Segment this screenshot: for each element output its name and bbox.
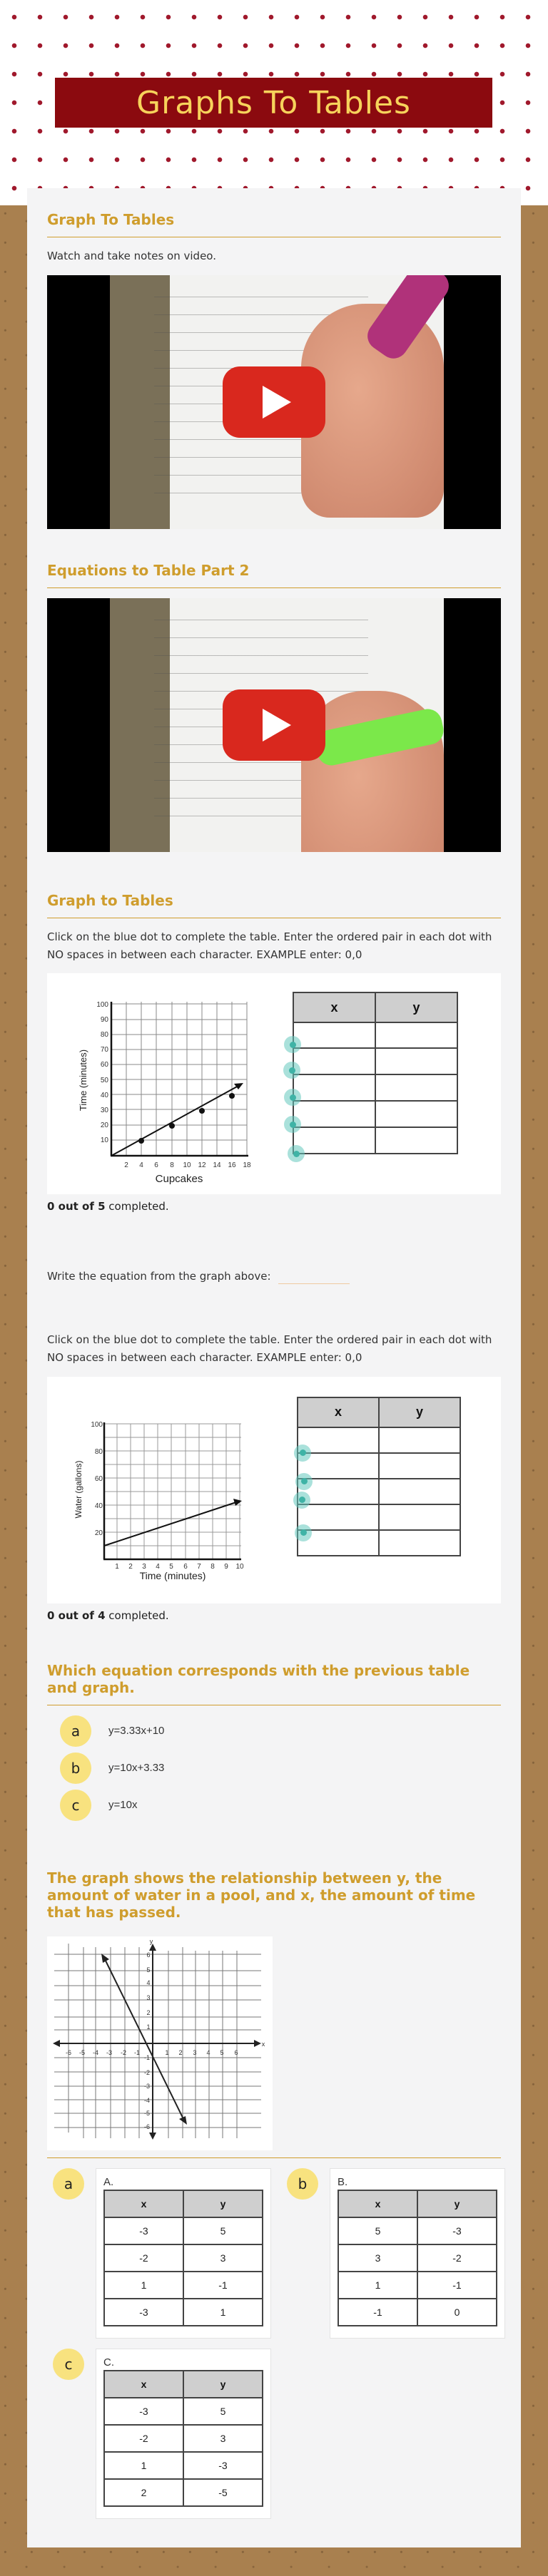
- svg-text:x: x: [261, 2040, 265, 2048]
- pool-graph: [47, 1936, 273, 2150]
- table-cell: [379, 1427, 460, 1453]
- footer-spacer: [0, 2547, 548, 2576]
- table-cell: [293, 1101, 375, 1127]
- svg-text:9: 9: [224, 1562, 228, 1571]
- table-cell: -1: [417, 2272, 497, 2299]
- svg-text:6: 6: [234, 2048, 238, 2056]
- svg-text:Cupcakes: Cupcakes: [155, 1173, 203, 1186]
- svg-text:6: 6: [183, 1562, 188, 1571]
- answer-table-2: [268, 1390, 501, 1596]
- cupcakes-graph: [47, 980, 268, 1187]
- xy-table: [297, 1397, 461, 1556]
- column-header-x: x: [293, 992, 375, 1022]
- column-header-y: y: [183, 2190, 263, 2217]
- table-cell: -5: [183, 2479, 263, 2506]
- completion-status: [47, 1200, 501, 1213]
- video-player-2[interactable]: [47, 598, 501, 852]
- choice-a[interactable]: [60, 1715, 501, 1747]
- choice-letter-b[interactable]: b: [60, 1753, 91, 1784]
- column-header-x: x: [104, 2371, 183, 2398]
- graph-table-activity-2: [47, 1377, 501, 1603]
- play-icon[interactable]: [223, 366, 325, 438]
- table-cell: [379, 1504, 460, 1530]
- svg-text:2: 2: [178, 2048, 183, 2056]
- table-cell: 5: [338, 2217, 417, 2244]
- svg-text:Time (minutes): Time (minutes): [78, 1050, 88, 1112]
- svg-text:Water (gallons): Water (gallons): [73, 1460, 83, 1519]
- content-card: [27, 188, 521, 2547]
- video-section-1: [47, 188, 501, 529]
- table-cell: [379, 1530, 460, 1556]
- svg-text:60: 60: [100, 1061, 108, 1069]
- table-cell: 3: [183, 2425, 263, 2452]
- activity-section-2: [47, 1284, 501, 1622]
- hotspot-dot-1[interactable]: [294, 1444, 311, 1462]
- column-header-y: y: [183, 2371, 263, 2398]
- choice-b[interactable]: [60, 1753, 501, 1784]
- table-label: B.: [338, 2175, 348, 2188]
- svg-text:80: 80: [100, 1031, 108, 1040]
- section-title: Graph To Tables: [47, 211, 501, 237]
- column-header-y: y: [379, 1397, 460, 1427]
- svg-text:6: 6: [154, 1161, 158, 1170]
- svg-text:-6: -6: [65, 2048, 72, 2056]
- svg-text:-2: -2: [143, 2068, 151, 2076]
- table-cell: 2: [104, 2479, 183, 2506]
- activity-instructions: Click on the blue dot to complete the table. Enter the ordered pair in each dot with NO spaces in between each character. EXAMPLE enter: 0,0: [47, 1333, 492, 1364]
- table-cell: -3: [183, 2452, 263, 2479]
- table-cell: -1: [338, 2299, 417, 2326]
- completed-count: 0 out of 4: [47, 1608, 106, 1622]
- svg-text:5: 5: [146, 1966, 151, 1974]
- xy-table: [103, 2190, 263, 2326]
- svg-text:2: 2: [146, 2008, 151, 2016]
- svg-text:y: y: [149, 1937, 153, 1945]
- svg-text:14: 14: [213, 1161, 221, 1170]
- svg-text:-5: -5: [143, 2109, 151, 2117]
- hotspot-dot-4[interactable]: [295, 1524, 312, 1541]
- table-cell: -3: [104, 2217, 183, 2244]
- table-label: C.: [103, 2356, 114, 2369]
- svg-text:4: 4: [206, 2048, 210, 2056]
- table-cell: 3: [338, 2244, 417, 2272]
- table-cell: [293, 1022, 375, 1048]
- table-cell: 5: [183, 2398, 263, 2425]
- svg-text:1: 1: [146, 2023, 151, 2031]
- equation-prompt-label: Write the equation from the graph above:: [47, 1270, 271, 1283]
- svg-text:7: 7: [197, 1562, 201, 1571]
- completed-suffix: completed.: [105, 1608, 169, 1622]
- svg-text:50: 50: [100, 1077, 108, 1085]
- choice-letter-a[interactable]: a: [60, 1715, 91, 1747]
- section-title: Graph to Tables: [47, 892, 501, 918]
- choice-table-card-b: [330, 2168, 505, 2339]
- svg-text:-1: -1: [143, 2053, 151, 2061]
- choice-table-card-c: [96, 2349, 271, 2519]
- svg-text:10: 10: [183, 1161, 191, 1170]
- divider: [47, 2157, 501, 2158]
- column-header-x: x: [298, 1397, 379, 1427]
- svg-text:20: 20: [94, 1529, 103, 1537]
- svg-text:-1: -1: [133, 2048, 141, 2056]
- completed-suffix: completed.: [105, 1200, 169, 1213]
- choice-letter-c[interactable]: c: [60, 1790, 91, 1821]
- table-cell: [375, 1127, 457, 1154]
- svg-text:-4: -4: [143, 2096, 151, 2104]
- graph-table-activity-1: [47, 973, 501, 1194]
- svg-text:6: 6: [146, 1951, 151, 1959]
- svg-text:18: 18: [243, 1161, 251, 1170]
- svg-text:2: 2: [124, 1161, 128, 1170]
- table-cell: 1: [104, 2272, 183, 2299]
- video-section-2: [47, 529, 501, 852]
- column-header-x: x: [104, 2190, 183, 2217]
- table-cell: -2: [104, 2244, 183, 2272]
- quiz-section-1: [47, 1622, 501, 1821]
- table-cell: 0: [417, 2299, 497, 2326]
- choice-letter-a[interactable]: a: [53, 2168, 84, 2200]
- column-header-y: y: [375, 992, 457, 1022]
- column-header-y: y: [417, 2190, 497, 2217]
- svg-text:60: 60: [94, 1474, 103, 1483]
- table-cell: [293, 1048, 375, 1074]
- table-cell: [293, 1074, 375, 1101]
- svg-text:40: 40: [100, 1092, 108, 1100]
- completion-status: [47, 1609, 501, 1622]
- section-title: Which equation corresponds with the previous table and graph.: [47, 1662, 501, 1705]
- table-cell: [379, 1453, 460, 1479]
- choice-letter-c[interactable]: c: [53, 2349, 84, 2380]
- hotspot-dot-2[interactable]: [295, 1473, 313, 1490]
- equation-input[interactable]: [278, 1268, 350, 1284]
- choice-text: y=3.33x+10: [108, 1725, 165, 1738]
- choice-c[interactable]: [47, 2349, 271, 2519]
- table-cell: 1: [338, 2272, 417, 2299]
- table-cell: [375, 1048, 457, 1074]
- section-title: Equations to Table Part 2: [47, 562, 501, 588]
- svg-text:2: 2: [128, 1562, 133, 1571]
- table-cell: 5: [183, 2217, 263, 2244]
- svg-text:-4: -4: [92, 2048, 99, 2056]
- xy-table: [293, 992, 458, 1154]
- quiz-section-2: [47, 1827, 501, 2519]
- table-cell: 3: [183, 2244, 263, 2272]
- svg-text:90: 90: [100, 1016, 108, 1025]
- svg-text:3: 3: [193, 2048, 197, 2056]
- water-graph: [47, 1390, 268, 1596]
- svg-text:5: 5: [169, 1562, 173, 1571]
- xy-table: [103, 2370, 263, 2507]
- table-cell: -2: [104, 2425, 183, 2452]
- svg-text:12: 12: [198, 1161, 206, 1170]
- header-dotted-background: [0, 0, 548, 205]
- table-choices: [47, 2168, 501, 2519]
- svg-text:1: 1: [165, 2048, 169, 2056]
- svg-text:-5: -5: [78, 2048, 86, 2056]
- choice-table-card-a: [96, 2168, 271, 2339]
- table-cell: [379, 1479, 460, 1504]
- equation-prompt: [47, 1268, 501, 1284]
- table-cell: [293, 1127, 375, 1154]
- svg-text:16: 16: [228, 1161, 236, 1170]
- svg-text:100: 100: [96, 1001, 108, 1010]
- table-cell: -1: [183, 2272, 263, 2299]
- table-cell: 1: [104, 2452, 183, 2479]
- activity-section-1: [47, 852, 501, 1285]
- video-instructions: Watch and take notes on video.: [47, 250, 216, 262]
- choice-text: y=10x+3.33: [108, 1762, 165, 1775]
- choice-a[interactable]: [47, 2168, 271, 2339]
- svg-text:8: 8: [170, 1161, 174, 1170]
- table-cell: [375, 1101, 457, 1127]
- svg-text:4: 4: [139, 1161, 143, 1170]
- svg-text:30: 30: [100, 1107, 108, 1115]
- activity-instructions: Click on the blue dot to complete the table. Enter the ordered pair in each dot with NO spaces in between each character. EXAMPLE enter: 0,0: [47, 930, 492, 961]
- choice-c[interactable]: [60, 1790, 501, 1821]
- table-cell: -3: [104, 2299, 183, 2326]
- choice-b[interactable]: [281, 2168, 505, 2339]
- play-icon[interactable]: [223, 689, 325, 761]
- section-title: The graph shows the relationship between y, the amount of water in a pool, and x, the amount of time that has passed.: [47, 1869, 476, 1921]
- completed-count: 0 out of 5: [47, 1200, 106, 1213]
- svg-text:3: 3: [146, 1993, 151, 2001]
- svg-text:4: 4: [156, 1562, 160, 1571]
- table-cell: 1: [183, 2299, 263, 2326]
- title-banner: [55, 78, 492, 128]
- svg-text:-3: -3: [106, 2048, 113, 2056]
- svg-text:70: 70: [100, 1046, 108, 1054]
- table-cell: [375, 1074, 457, 1101]
- table-label: A.: [103, 2175, 114, 2188]
- table-cell: [298, 1504, 379, 1530]
- choice-text: y=10x: [108, 1799, 138, 1812]
- svg-text:40: 40: [94, 1502, 103, 1510]
- xy-table: [338, 2190, 497, 2326]
- svg-text:3: 3: [142, 1562, 146, 1571]
- svg-text:20: 20: [100, 1122, 108, 1130]
- hotspot-dot-3[interactable]: [293, 1492, 310, 1509]
- svg-text:Time (minutes): Time (minutes): [139, 1569, 206, 1581]
- answer-table-1: [268, 980, 501, 1187]
- video-player-1[interactable]: [47, 275, 501, 529]
- svg-text:8: 8: [210, 1562, 215, 1571]
- svg-text:10: 10: [235, 1562, 244, 1571]
- svg-text:10: 10: [100, 1136, 108, 1145]
- table-cell: -3: [104, 2398, 183, 2425]
- table-cell: -3: [417, 2217, 497, 2244]
- table-cell: -2: [417, 2244, 497, 2272]
- svg-text:80: 80: [94, 1447, 103, 1456]
- svg-text:-6: -6: [143, 2123, 151, 2130]
- column-header-x: x: [338, 2190, 417, 2217]
- svg-text:1: 1: [115, 1562, 119, 1571]
- svg-text:4: 4: [146, 1979, 151, 1986]
- choice-letter-b[interactable]: b: [287, 2168, 318, 2200]
- table-cell: [375, 1022, 457, 1048]
- svg-text:-3: -3: [143, 2082, 151, 2090]
- hotspot-dot-5[interactable]: [288, 1145, 305, 1162]
- svg-text:5: 5: [220, 2048, 224, 2056]
- svg-text:100: 100: [91, 1420, 103, 1429]
- svg-text:-2: -2: [120, 2048, 127, 2056]
- page-title: Graphs To Tables: [136, 84, 411, 121]
